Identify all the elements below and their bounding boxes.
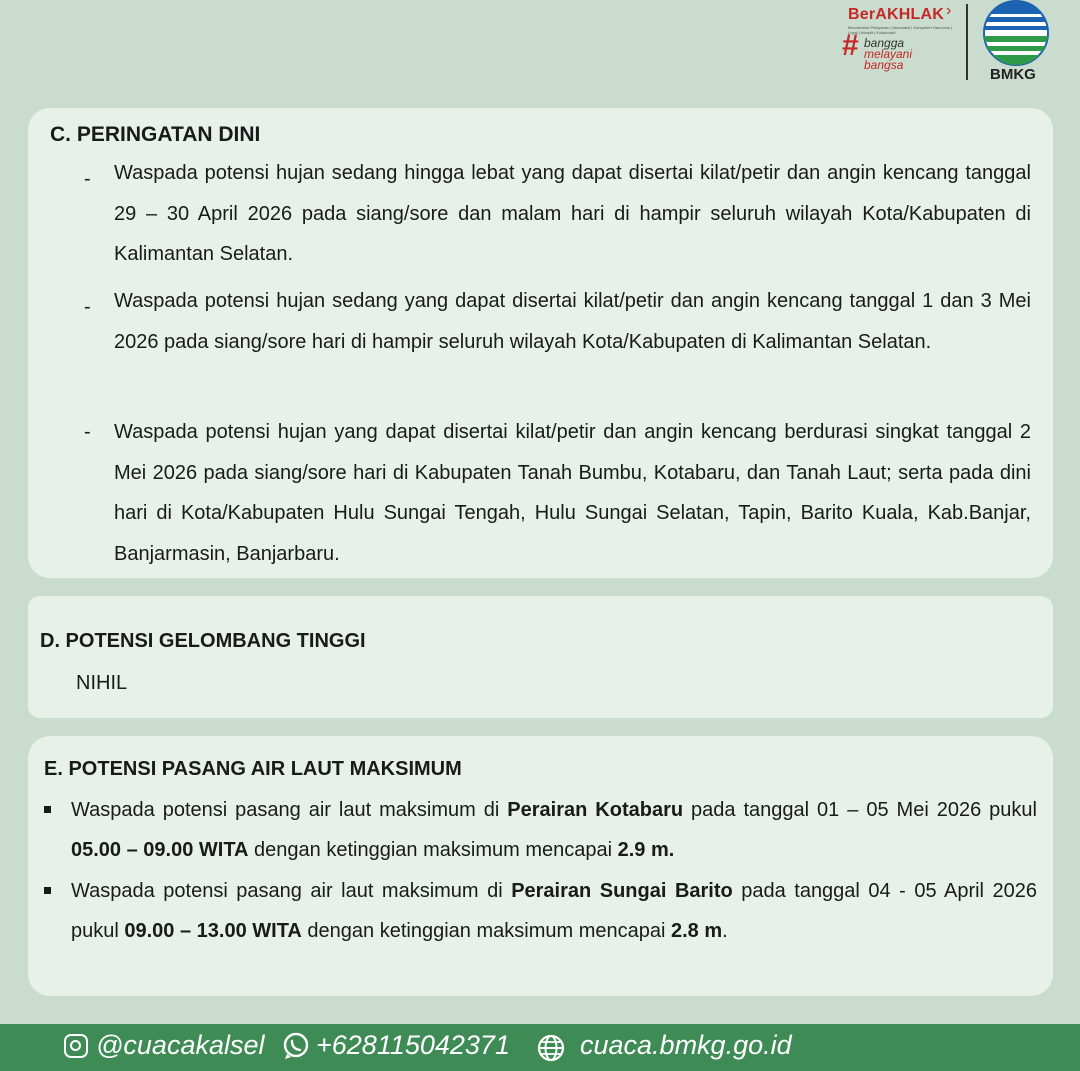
height-highlight: 2.9 m.	[617, 839, 675, 861]
bangga-line-1: bangga	[864, 36, 905, 50]
instagram-icon	[64, 1034, 88, 1058]
list-item: Waspada potensi hujan sedang hingga lebat yang dapat disertai kilat/petir dan angin kencang tanggal 29 – 30 April 2026 pada siang/sore dan malam hari di hampir seluruh wilayah Kota/Kabupaten di Kalimantan Selatan.	[114, 162, 1031, 265]
list-dash: -	[84, 421, 91, 443]
bangga-line-3: bangsa	[864, 58, 904, 72]
list-item	[71, 790, 1037, 870]
text-span: dengan ketinggian maksimum mencapai	[301, 920, 671, 942]
section-d-value: NIHIL	[76, 672, 128, 694]
location-highlight: Perairan Sungai Barito	[511, 880, 733, 902]
footer-contact-bar	[0, 1024, 1080, 1071]
time-highlight: 05.00 – 09.00 WITA	[71, 839, 249, 861]
berakhlak-logo	[848, 2, 960, 35]
list-item	[71, 871, 1037, 951]
height-highlight: 2.8 m	[670, 920, 723, 942]
list-item: Waspada potensi hujan yang dapat disertai kilat/petir dan angin kencang berdurasi singkat tanggal 2 Mei 2026 pada siang/sore hari di Kabupaten Tanah Bumbu, Kotabaru, dan Tanah Laut; serta pada dini hari di Kota/Kabupaten Hulu Sungai Tengah, Hulu Sungai Selatan, Tapin, Barito Kuala, Kab.Banjar, Banjarmasin, Banjarbaru.	[114, 421, 1031, 565]
text-span: pada tanggal 01 – 05 Mei 2026 pukul	[683, 799, 1037, 821]
section-e-title: E. POTENSI PASANG AIR LAUT MAKSIMUM	[44, 758, 462, 780]
time-highlight: 09.00 – 13.00 WITA	[124, 920, 302, 942]
text-span: Waspada potensi pasang air laut maksimum di	[71, 880, 512, 902]
berakhlak-tagline: Berorientasi Pelayanan | Akuntabel | Kompeten Harmonis | Loyal | Adaptif | Kolaboratif	[848, 25, 953, 35]
header-logos	[840, 0, 1080, 100]
list-dash: -	[84, 168, 91, 190]
whatsapp-number[interactable]: +628115042371	[316, 1030, 510, 1060]
berakhlak-arrow-icon: ›	[946, 2, 952, 19]
list-item: Waspada potensi hujan sedang yang dapat disertai kilat/petir dan angin kencang tanggal 1 dan 3 Mei 2026 pada siang/sore hari di hampir seluruh wilayah Kota/Kabupaten di Kalimantan Selatan.	[114, 290, 1031, 353]
globe-icon	[536, 1033, 566, 1063]
section-potensi-pasang-air-laut	[28, 736, 1053, 996]
bullet-icon	[44, 806, 51, 813]
bangga-melayani-bangsa-logo	[842, 29, 913, 72]
text-span: dengan ketinggian maksimum mencapai	[248, 839, 618, 861]
text-span: .	[722, 920, 728, 942]
text-span: Waspada potensi pasang air laut maksimum di	[71, 799, 508, 821]
section-c-title: C. PERINGATAN DINI	[50, 123, 261, 146]
bmkg-label: BMKG	[990, 66, 1036, 83]
section-peringatan-dini	[28, 108, 1053, 578]
bmkg-emblem-icon	[980, 0, 1052, 68]
instagram-handle[interactable]: @cuacakalsel	[96, 1030, 265, 1060]
bullet-icon	[44, 887, 51, 894]
hashtag-icon: #	[842, 29, 859, 62]
bangga-line-2: melayani	[864, 47, 913, 61]
logo-divider	[966, 4, 968, 80]
website-link[interactable]: cuaca.bmkg.go.id	[580, 1030, 792, 1060]
berakhlak-brand: BerAKHLAK	[848, 6, 945, 23]
location-highlight: Perairan Kotabaru	[507, 799, 684, 821]
section-potensi-gelombang-tinggi	[28, 596, 1053, 718]
section-d-title: D. POTENSI GELOMBANG TINGGI	[40, 630, 366, 652]
text-span: pada tanggal 04 - 05 April 2026 pukul	[71, 880, 1038, 942]
whatsapp-icon	[282, 1032, 310, 1060]
list-dash: -	[84, 296, 91, 318]
